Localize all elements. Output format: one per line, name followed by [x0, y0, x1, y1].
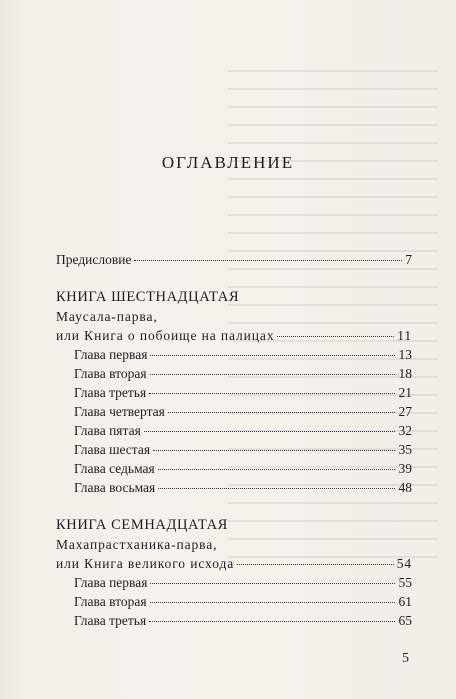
toc-entry-label: Глава седьмая: [74, 461, 155, 476]
leader-dots: [144, 431, 395, 432]
leader-dots: [237, 564, 394, 565]
toc-entry-page: 35: [398, 442, 412, 457]
toc-entry-label: Глава первая: [74, 575, 148, 590]
leader-dots: [158, 469, 395, 470]
parva-title-line2: или Книга великого исхода: [56, 556, 235, 571]
toc-entry-chapter[interactable]: [56, 478, 412, 497]
toc-entry-label: Глава вторая: [74, 594, 147, 609]
toc-entry-chapter[interactable]: [56, 611, 412, 630]
toc-entry-parva[interactable]: [56, 326, 412, 345]
toc-entry-page: 65: [398, 613, 412, 628]
leader-dots: [150, 374, 395, 375]
toc-entry-page: 21: [398, 385, 412, 400]
leader-dots: [150, 355, 395, 356]
toc-entry-chapter[interactable]: [56, 421, 412, 440]
leader-dots: [153, 450, 395, 451]
toc-entry-page: 61: [398, 594, 412, 609]
leader-dots: [150, 583, 395, 584]
parva-title-line1: Маусала-парва,: [56, 309, 158, 324]
toc-entry-label: Глава вторая: [74, 366, 147, 381]
toc-entry-label: Глава восьмая: [74, 480, 156, 495]
toc-entry-page: 39: [398, 461, 412, 476]
toc-entry-label: Предисловие: [56, 252, 132, 267]
toc-entry-chapter[interactable]: [56, 383, 412, 402]
toc-entry-page: 7: [405, 252, 412, 267]
book-title: КНИГА СЕМНАДЦАТАЯ: [56, 517, 228, 533]
toc-entry-parva[interactable]: [56, 554, 412, 573]
leader-dots: [149, 621, 395, 622]
leader-dots: [158, 488, 395, 489]
toc-entry-chapter[interactable]: [56, 402, 412, 421]
toc-entry-page: 27: [398, 404, 412, 419]
toc-entry-chapter[interactable]: [56, 440, 412, 459]
leader-dots: [149, 393, 395, 394]
toc-entry-label: Глава третья: [74, 385, 147, 400]
toc-entry-page: 54: [396, 556, 412, 571]
toc-entry-chapter[interactable]: [56, 573, 412, 592]
leader-dots: [150, 602, 395, 603]
toc-entry-page: 13: [398, 347, 412, 362]
toc-entry-chapter[interactable]: [56, 345, 412, 364]
toc-heading: оглавление: [161, 148, 295, 174]
toc-entry-label: Глава шестая: [74, 442, 151, 457]
leader-dots: [277, 336, 394, 337]
book-title: КНИГА ШЕСТНАДЦАТАЯ: [56, 289, 240, 305]
toc-entry-chapter[interactable]: [56, 459, 412, 478]
toc-entry-preface[interactable]: [56, 250, 412, 269]
toc-entry-label: Глава пятая: [74, 423, 141, 438]
parva-title-line2: или Книга о побоище на палицах: [56, 328, 275, 343]
toc-entry-page: 18: [398, 366, 412, 381]
toc-entry-label: Глава первая: [74, 347, 148, 362]
parva-title-line1: Махапрастханика-парва,: [56, 537, 218, 552]
toc-entry-chapter[interactable]: [56, 364, 412, 383]
toc-entry-page: 11: [397, 328, 412, 343]
toc-entry-page: 55: [398, 575, 412, 590]
toc-entry-chapter[interactable]: [56, 592, 412, 611]
table-of-contents: [56, 250, 412, 630]
toc-entry-page: 48: [398, 480, 412, 495]
page-number: 5: [402, 651, 409, 666]
toc-entry-label: Глава третья: [74, 613, 147, 628]
leader-dots: [134, 260, 402, 261]
toc-entry-page: 32: [398, 423, 412, 438]
leader-dots: [168, 412, 395, 413]
toc-entry-label: Глава четвертая: [74, 404, 165, 419]
